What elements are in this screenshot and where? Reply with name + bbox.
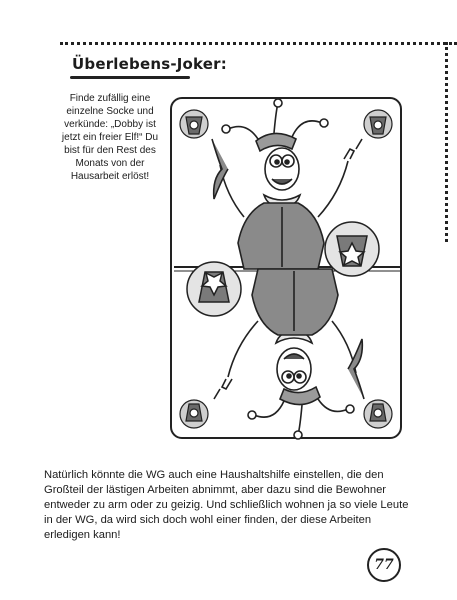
corner-emblem-top-left [180,110,208,138]
dotted-border-right [445,42,448,242]
joker-card-illustration [170,97,402,439]
corner-emblem-bottom-left [180,400,208,428]
dotted-border-top [60,42,457,45]
medallion-right [325,222,379,276]
corner-emblem-bottom-right [364,400,392,428]
joker-card-drawing [172,99,404,441]
section-heading: Überlebens-Joker: [72,55,227,73]
corner-emblem-top-right [364,110,392,138]
card-instruction-text: Finde zufällig eine einzelne Socke und verkünde: „Dobby ist jetzt ein freier Elf!“ Du bist für den Rest des Monats von der Hausarbeit erlöst! [61,93,159,182]
page-number-badge [367,548,401,582]
page-number: 77 [374,557,394,573]
body-paragraph: Natürlich könnte die WG auch eine Haushaltshilfe einstellen, die den Großteil der lästigen Arbeiten abnimmt, aber dazu sind die Bewohner entweder zu arm oder zu geizig. Und schließlich wohnen ja so viele Leute in der WG, da wird sich doch wohl einer finden, der diese Arbeiten erledigen kann! [44,469,409,541]
heading-underline [70,76,190,79]
medallion-left [187,262,241,316]
